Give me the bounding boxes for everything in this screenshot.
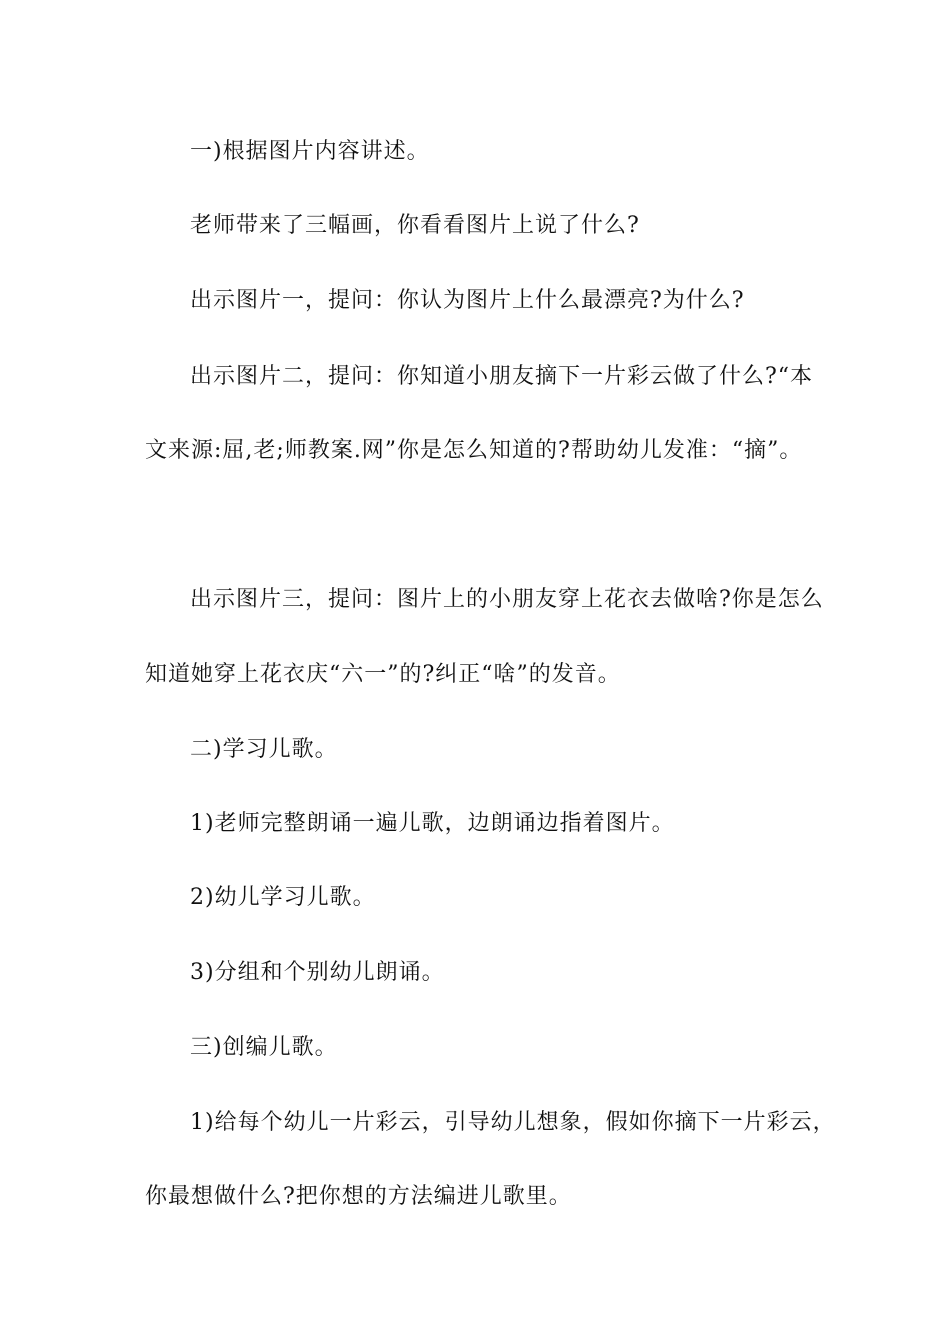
paragraph-line: 老师带来了三幅画，你看看图片上说了什么? — [190, 213, 640, 238]
paragraph-line: 你最想做什么?把你想的方法编进儿歌里。 — [145, 1184, 572, 1209]
list-item: 3)分组和个别幼儿朗诵。 — [190, 960, 445, 985]
paragraph-line: 出示图片二，提问：你知道小朋友摘下一片彩云做了什么?“本 — [190, 364, 814, 389]
paragraph-line: 出示图片三，提问：图片上的小朋友穿上花衣去做啥?你是怎么 — [190, 587, 824, 612]
section-heading-2: 二)学习儿歌。 — [190, 737, 338, 762]
paragraph-line: 出示图片一，提问：你认为图片上什么最漂亮?为什么? — [190, 288, 745, 313]
section-heading-3: 三)创编儿歌。 — [190, 1035, 338, 1060]
list-item: 2)幼儿学习儿歌。 — [190, 885, 376, 910]
list-item: 1)老师完整朗诵一遍儿歌，边朗诵边指着图片。 — [190, 811, 675, 836]
paragraph-line: 文来源:屈,老;师教案.网”你是怎么知道的?帮助幼儿发准：“摘”。 — [145, 438, 803, 463]
section-heading-1: 一)根据图片内容讲述。 — [190, 139, 430, 164]
paragraph-line: 知道她穿上花衣庆“六一”的?纠正“啥”的发音。 — [145, 662, 621, 687]
list-item: 1)给每个幼儿一片彩云，引导幼儿想象，假如你摘下一片彩云， — [190, 1110, 836, 1135]
